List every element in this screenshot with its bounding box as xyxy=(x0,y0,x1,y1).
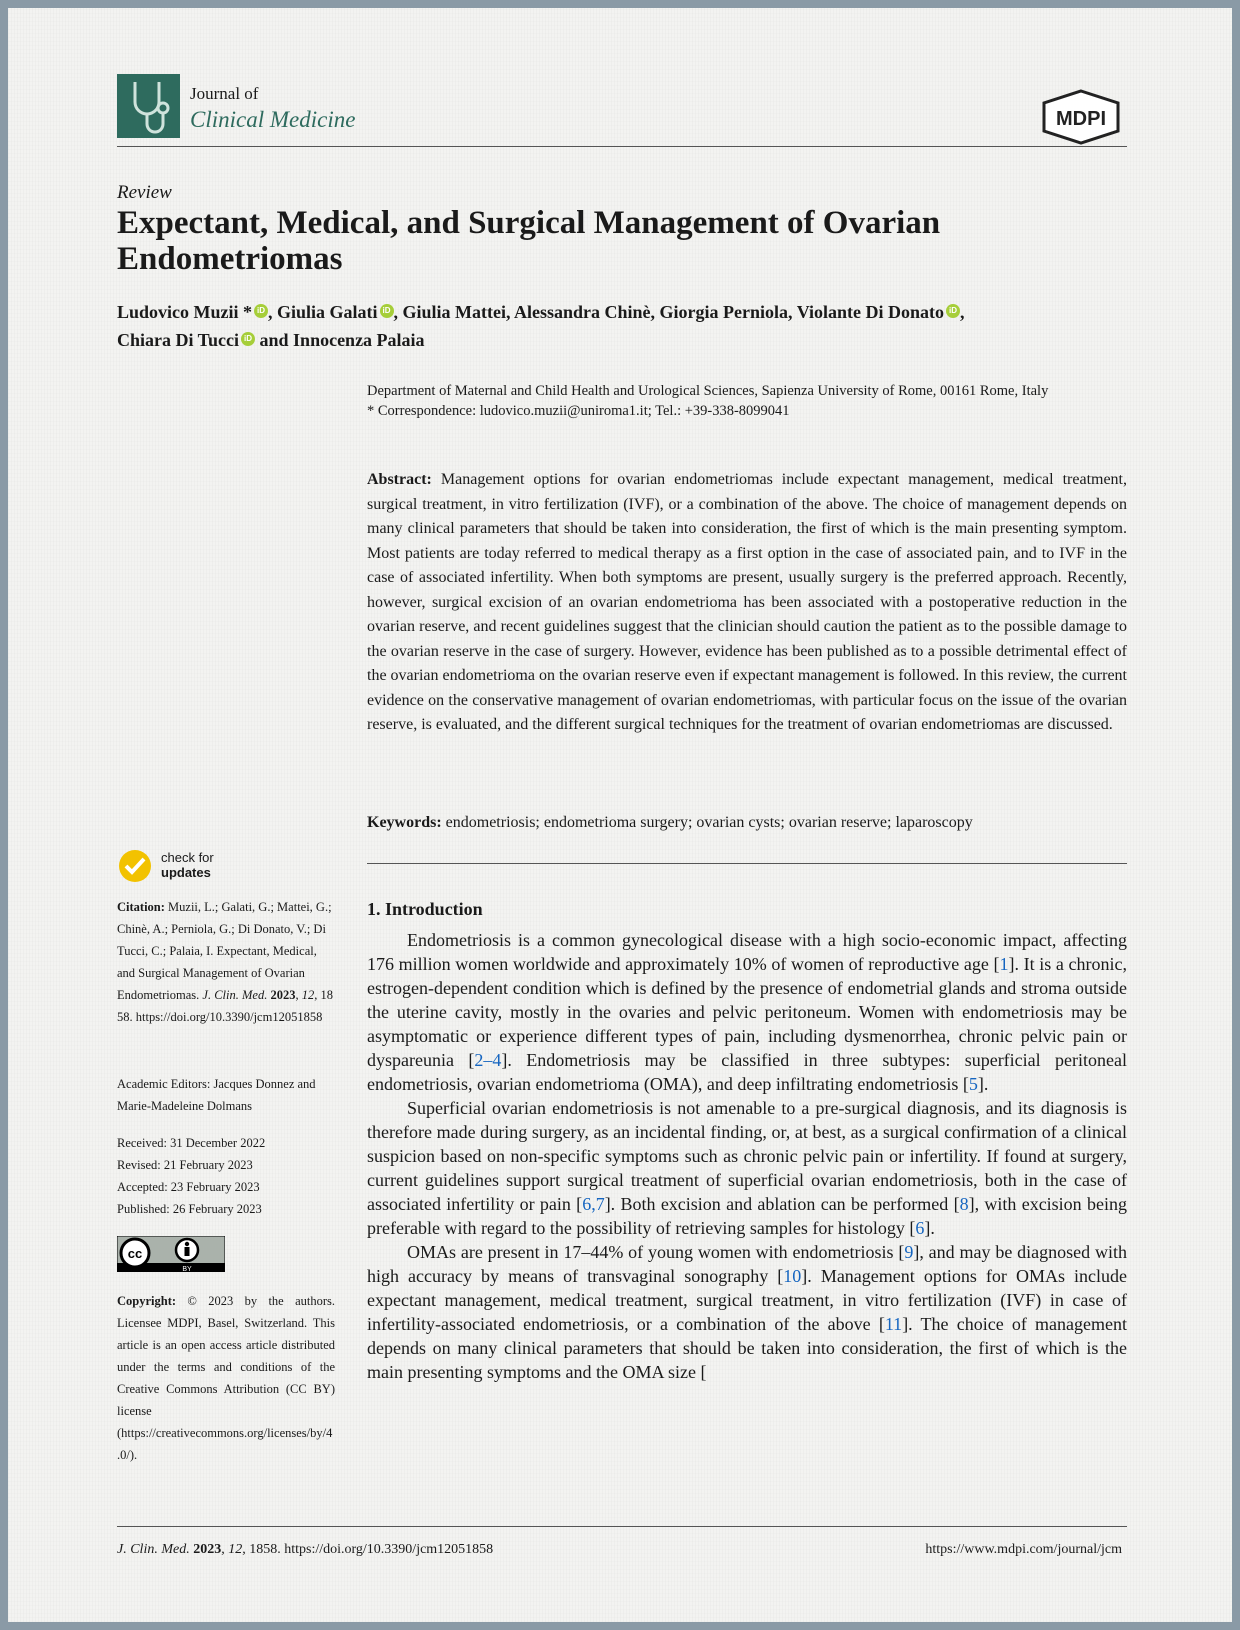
citation-text: Muzii, L.; Galati, G.; Mattei, G.; Chinè, A.; Perniola, G.; Di Donato, V.; Di Tucci, C.; Palaia, I. Expectant, Medical, and Surgical Management of Ovarian Endometriomas. xyxy=(117,900,332,1002)
author-text: , xyxy=(960,302,965,322)
copyright-label: Copyright: xyxy=(117,1294,177,1308)
orcid-icon[interactable]: iD xyxy=(946,304,960,318)
citation-year: 2023 xyxy=(270,988,296,1002)
mdpi-logo[interactable] xyxy=(1040,89,1122,145)
author-list xyxy=(117,298,1127,354)
check-for-updates-badge[interactable] xyxy=(117,848,337,888)
article-title: Expectant, Medical, and Surgical Management of Ovarian Endometriomas xyxy=(117,205,941,277)
citation-link[interactable]: 5 xyxy=(968,1074,978,1094)
citation-link[interactable]: 2–4 xyxy=(474,1050,502,1070)
journal-of: Journal of xyxy=(190,84,259,103)
journal-name: Clinical Medicine xyxy=(190,107,356,132)
correspondence: * Correspondence: ludovico.muzii@uniroma1.it; Tel.: +39-338-8099041 xyxy=(367,403,790,419)
journal-logo xyxy=(117,74,180,138)
citation-link[interactable]: 9 xyxy=(904,1242,914,1262)
check-icon xyxy=(117,848,153,884)
accepted-date: Accepted: 23 February 2023 xyxy=(117,1180,260,1194)
paragraph: Superficial ovarian endometriosis is not amenable to a pre-surgical diagnosis, and its diagnosis is therefore made during surgery, as an incidental finding, or, at best, as a surgical confirmation of a clinical suspicion based on non-specific symptoms such as chronic pelvic pain or infertility. If found at surgery, current guidelines support surgical treatment of superficial ovarian endometriosis, both in the case of associated infertility or pain [6,7]. Both excision and ablation can be performed [8], with excision being preferable with regard to the possibility of retrieving samples for histology [6]. xyxy=(367,1098,1127,1238)
keywords xyxy=(367,814,1127,832)
copyright-block xyxy=(117,1290,335,1466)
keywords-label: Keywords: xyxy=(367,814,442,831)
author-text: Ludovico Muzii * xyxy=(117,302,253,322)
author-text: and Innocenza Palaia xyxy=(255,330,425,350)
footer-citation: J. Clin. Med. 2023, 12, 1858. https://doi.org/10.3390/jcm12051858 xyxy=(117,1542,494,1557)
publisher-name: MDPI xyxy=(1056,108,1106,130)
affiliation: Department of Maternal and Child Health and Urological Sciences, Sapienza University of Rome, 00161 Rome, Italy xyxy=(367,383,1049,399)
author-text: , Giulia Galati xyxy=(268,302,378,322)
updates-label: updates xyxy=(161,865,211,880)
copyright-text: © 2023 by the authors. Licensee MDPI, Basel, Switzerland. This article is an open access article distributed under the terms and conditions of the Creative Commons Attribution (CC BY) license (https://creativecommons.org/licenses/by/4.0/). xyxy=(117,1294,335,1462)
citation-link[interactable]: 6 xyxy=(915,1218,925,1238)
orcid-icon[interactable]: iD xyxy=(380,304,394,318)
attribution-icon xyxy=(185,1247,190,1256)
citation-label: Citation: xyxy=(117,900,165,914)
stethoscope-icon xyxy=(117,74,180,138)
revised-date: Revised: 21 February 2023 xyxy=(117,1158,253,1172)
section-title: 1. Introduction xyxy=(367,899,483,919)
citation-link[interactable]: 8 xyxy=(959,1194,969,1214)
abstract xyxy=(367,468,1127,738)
footer-doi-link[interactable]: , 1858. https://doi.org/10.3390/jcm12051858 xyxy=(242,1542,494,1557)
citation-block: Citation: Muzii, L.; Galati, G.; Mattei, G.; Chinè, A.; Perniola, G.; Di Donato, V.; Di Tucci, C.; Palaia, I. Expectant, Medical, and Surgical Management of Ovarian Endometriomas. J. Clin. Med. 2023, 12, 1858. https://doi.org/10.3390/jcm12051858 xyxy=(117,900,333,1024)
abstract-divider xyxy=(367,863,1127,864)
author-text: Chiara Di Tucci xyxy=(117,330,240,350)
abstract-text: Management options for ovarian endometriomas include expectant management, medical treatment, surgical treatment, in vitro fertilization (IVF), or a combination of the above. The choice of management depends on many clinical parameters that should be taken into consideration, the first of which is the main presenting symptom. Most patients are today referred to medical therapy as a first option in the case of associated pain, and to IVF in the case of associated infertility. When both symptoms are present, usually surgery is the preferred approach. Recently, however, surgical excision of an ovarian endometrioma has been associated with a postoperative reduction in the ovarian reserve, and recent guidelines suggest that the clinician should caution the patient as to the possible damage to the ovarian reserve in the case of surgery. However, evidence has been published as to a possible detrimental effect of the ovarian endometrioma on the ovarian reserve even if expectant management is followed. In this review, the current evidence on the conservative management of ovarian endometriomas, with particular focus on the issue of the ovarian reserve, is evaluated, and the different surgical techniques for the treatment of ovarian endometriomas are discussed. xyxy=(367,471,1128,733)
citation-link[interactable]: 6,7 xyxy=(582,1194,605,1214)
footer-journal-url[interactable]: https://www.mdpi.com/journal/jcm xyxy=(925,1542,1122,1557)
dates-block xyxy=(117,1132,335,1220)
cc-icon: cc xyxy=(127,1246,143,1261)
header-divider xyxy=(117,146,1127,147)
citation-link[interactable]: 10 xyxy=(783,1266,802,1286)
paragraph: Endometriosis is a common gynecological disease with a high socio-economic impact, affecting 176 million women worldwide and approximately 10% of women of reproductive age [1]. It is a chronic, estrogen-dependent condition which is defined by the presence of endometrial glands and stroma outside the uterine cavity, mostly in the ovaries and pelvic peritoneum. Women with endometriosis may be asymptomatic or experience different types of pain, including dysmenorrhea, chronic pelvic pain or dyspareunia [2–4]. Endometriosis may be classified in three subtypes: superficial peritoneal endometriosis, ovarian endometrioma (OMA), and deep infiltrating endometriosis [5]. xyxy=(367,930,1127,1094)
orcid-icon[interactable]: iD xyxy=(241,332,255,346)
introduction-body xyxy=(367,928,1127,1384)
orcid-icon[interactable]: iD xyxy=(254,304,268,318)
citation-volume: 12 xyxy=(301,988,315,1002)
citation-link[interactable]: 11 xyxy=(884,1314,903,1334)
abstract-label: Abstract: xyxy=(367,471,432,488)
affiliation-block xyxy=(367,381,1127,421)
author-text: , Giulia Mattei, Alessandra Chinè, Giorgia Perniola, Violante Di Donato xyxy=(393,302,945,322)
academic-editors: Academic Editors: Jacques Donnez and Marie-Madeleine Dolmans xyxy=(117,1077,316,1113)
citation-doi[interactable]: , 1858. https://doi.org/10.3390/jcm12051858 xyxy=(117,988,333,1024)
citation-link[interactable]: 1 xyxy=(999,954,1009,974)
citation-journal: J. Clin. Med. xyxy=(202,988,268,1002)
received-date: Received: 31 December 2022 xyxy=(117,1136,266,1150)
by-label: BY xyxy=(182,1266,192,1272)
published-date: Published: 26 February 2023 xyxy=(117,1202,262,1216)
keywords-text: endometriosis; endometrioma surgery; ovarian cysts; ovarian reserve; laparoscopy xyxy=(445,814,973,831)
check-for-label: check for xyxy=(161,850,214,865)
paper-page xyxy=(8,8,1232,1622)
cc-by-license-badge[interactable] xyxy=(117,1236,225,1272)
paragraph: OMAs are present in 17–44% of young women with endometriosis [9], and may be diagnosed with high accuracy by means of transvaginal sonography [10]. Management options for OMAs include expectant management, medical treatment, surgical treatment, in vitro fertilization (IVF) in case of infertility-associated endometriosis, or a combination of the above [11]. The choice of management depends on many clinical parameters that should be taken into consideration, the first of which is the main presenting symptoms and the OMA size [ xyxy=(367,1242,1128,1382)
footer-divider xyxy=(117,1526,1127,1527)
article-type: Review xyxy=(117,182,172,203)
